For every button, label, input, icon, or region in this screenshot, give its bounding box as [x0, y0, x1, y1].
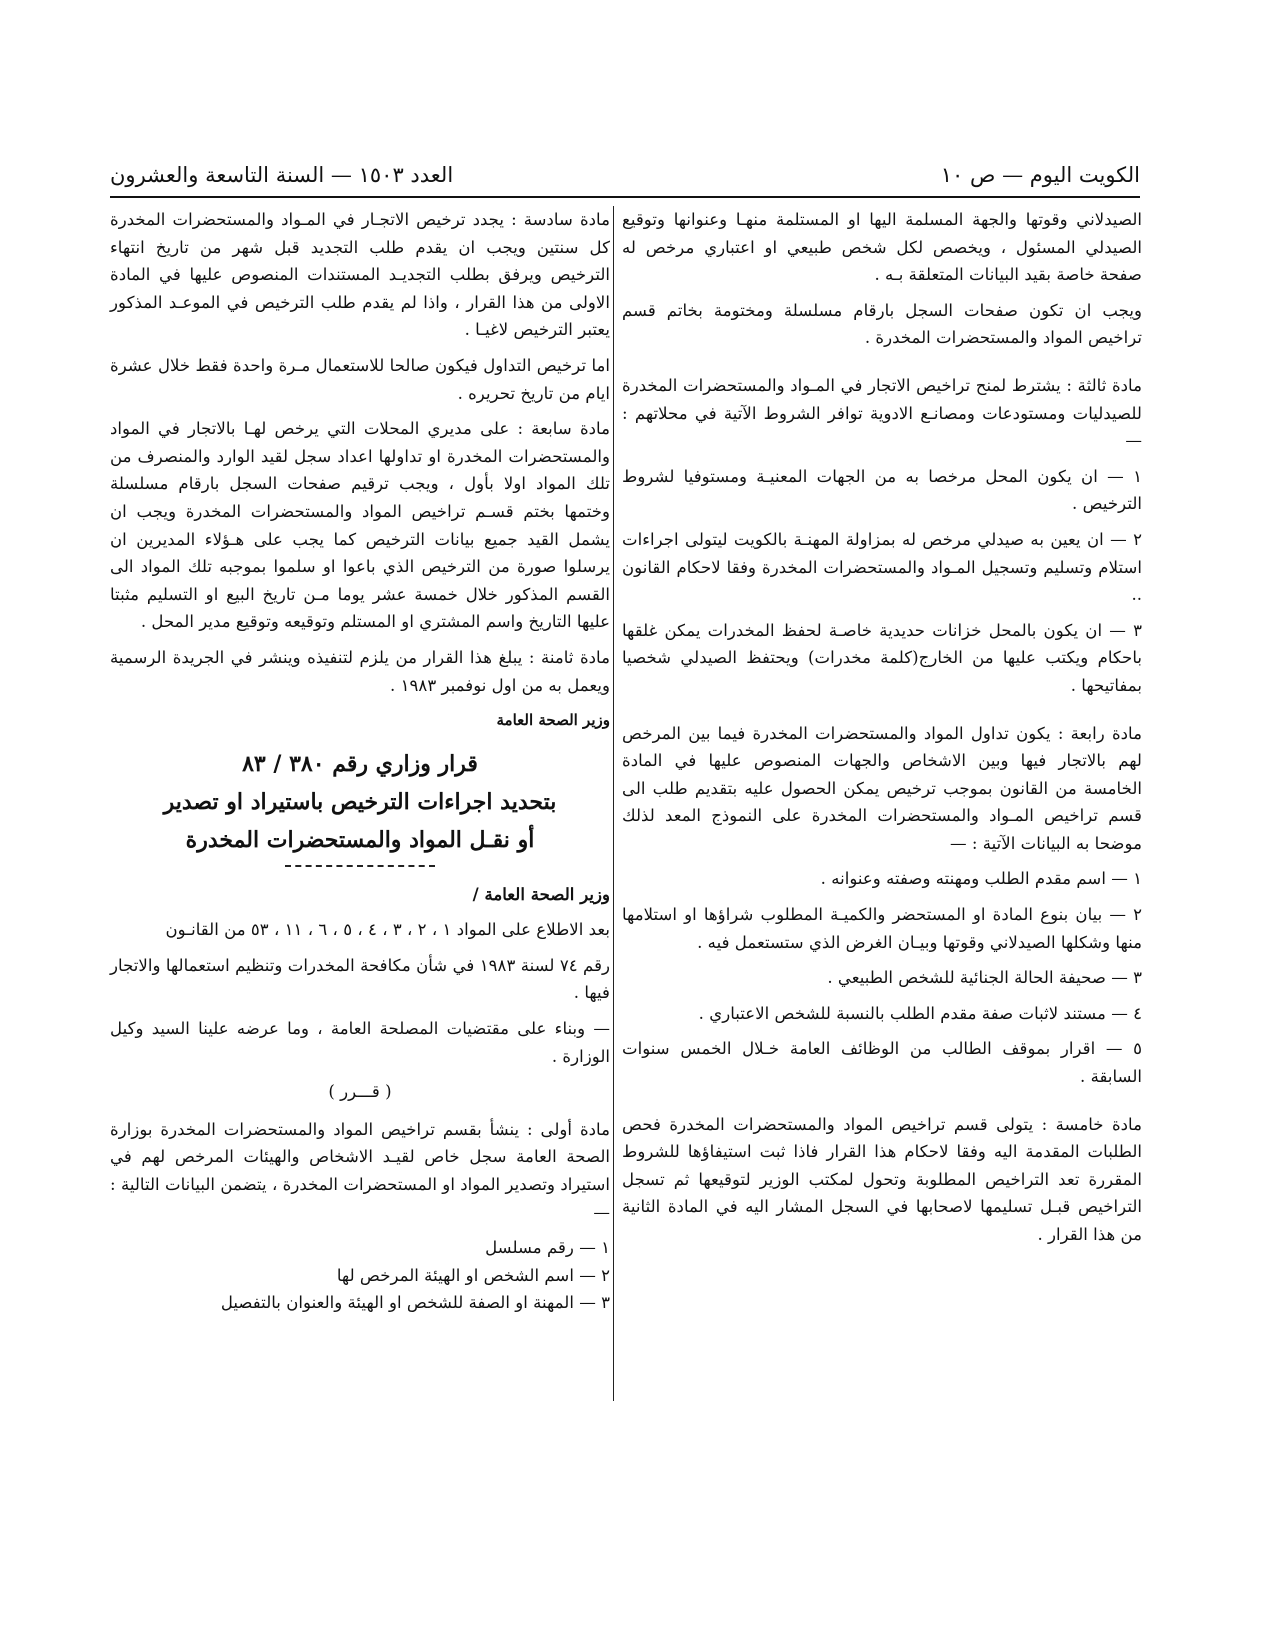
list-item: ٣ — صحيفة الحالة الجنائية للشخص الطبيعي .: [827, 968, 1142, 988]
condition-item: ٢ — ان يعين به صيدلي مرخص له بمزاولة المهنـة بالكويت ليتولى اجراءات استلام وتسليم وتسجيل المـواد والمستحضرات المخدرة وفقا لاحكام القانون ..: [622, 529, 1142, 605]
left-column: [110, 206, 610, 1317]
article-five: مادة خامسة : يتولى قسم تراخيص المواد والمستحضرات المخدرة فحص الطلبات المقدمة اليه وفقا لاحكام هذا القرار فاذا ثبت استيفاؤها للشروط المقررة تعد التراخيص المطلوبة وتحول لمكتب الوزير لتوقيعها ثم تسجل التراخيص قبـل تسليمها لاصحابها في السجل المشار اليه في المادة الثانية من هذا القرار .: [622, 1114, 1142, 1244]
article-six: مادة سادسة : يجدد ترخيص الاتجـار في المـواد والمستحضرات المخدرة كل سنتين ويجب ان يقدم طلب التجديد قبل شهر من تاريخ انتهاء الترخيص ويرفق بطلب التجديـد المستندات المنصوص عليها في المادة الاولى من هذا القرار ، واذا لم يقدم طلب الترخيص في الموعـد المذكور يعتبر الترخيص لاغيـا .: [110, 210, 610, 340]
list-item: ١ — اسم مقدم الطلب ومهنته وصفته وعنوانه .: [820, 869, 1142, 889]
list-item: ٥ — اقرار بموقف الطالب من الوظائف العامة خـلال الخمس سنوات السابقة .: [622, 1039, 1142, 1087]
list-item: ٤ — مستند لاثبات صفة مقدم الطلب بالنسبة للشخص الاعتباري .: [698, 1003, 1142, 1023]
list-item: ٣ — المهنة او الصفة للشخص او الهيئة والعنوان بالتفصيل: [220, 1293, 610, 1313]
right-column: [622, 206, 1142, 1257]
decree-issuer: وزير الصحة العامة /: [472, 883, 610, 904]
title-divider: [285, 865, 435, 867]
column-divider: [613, 206, 614, 1401]
minister-signature: وزير الصحة العامة: [496, 711, 610, 730]
article-one: مادة أولى : ينشأ بقسم تراخيص المواد والمستحضرات المخدرة بوزارة الصحة العامة سجل خاص لقيـد الاشخاص والهيئات المرخص لهم في استيراد وتصدير المواد او المستحضرات المخدرة ، يتضمن البيانات التالية : —: [110, 1119, 610, 1222]
paragraph: اما ترخيص التداول فيكون صالحا للاستعمال مـرة واحدة فقط خلال عشرة ايام من تاريخ تحريره .: [110, 355, 610, 403]
list-item: ٢ — بيان بنوع المادة او المستحضر والكميـة المطلوب شراؤها او استلامها منها وشكلها الصيدلاني وقوتها وبيـان الغرض الذي ستستعمل فيه .: [622, 905, 1142, 952]
article-seven: مادة سابعة : على مديري المحلات التي يرخص لهـا بالاتجار في المواد والمستحضرات المخدرة او تداولها اعداد سجل لقيد الوارد والمنصرف من تلك المواد اولا بأول ، ويجب ترقيم صفحات السجل بارقام مسلسلة وختمها بختم قسـم تراخيص المواد والمستحضرات المخدرة ويجب ان يشمل القيد جميع بيانات الترخيص كما يجب على هـؤلاء المديرين ان يرسلوا صورة من الترخيص الذي باعوا او سلموا بموجبه تلك المواد الى القسم المذكور خلال خمسة عشر يوما مـن تاريخ البيع او التسليم مثبتا عليها التاريخ واسم المشتري او المستلم وتوقيعه وتوقيع مدير المحل .: [110, 419, 610, 632]
article-three: مادة ثالثة : يشترط لمنح تراخيص الاتجار في المـواد والمستحضرات المخدرة للصيدليات ومستودعات ومصانـع الادوية توافر الشروط الآتية في محلاتهم : —: [622, 375, 1142, 451]
preamble-line: رقم ٧٤ لسنة ١٩٨٣ في شأن مكافحة المخدرات وتنظيم استعمالها والاتجار فيها .: [110, 955, 611, 1003]
decides-heading: ( قـــرر ): [328, 1082, 392, 1102]
condition-item: ١ — ان يكون المحل مرخصا به من الجهات المعنيـة ومستوفيا لشروط الترخيص .: [622, 466, 1142, 514]
article-eight: مادة ثامنة : يبلغ هذا القرار من يلزم لتنفيذه وينشر في الجريدة الرسمية ويعمل به من اول نوفمبر ١٩٨٣ .: [110, 647, 610, 695]
page-header: [110, 160, 1140, 190]
paragraph: الصيدلاني وقوتها والجهة المسلمة اليها او المستلمة منهـا وعنوانها وتوقيع الصيدلي المسئول ، ويخصص لكل شخص طبيعي او اعتباري مرخص له صفحة خاصة بقيد البيانات المتعلقة بـه .: [622, 210, 1142, 285]
header-publication: الكويت اليوم — ص ١٠: [940, 163, 1140, 187]
preamble-line: بعد الاطلاع على المواد ١ ، ٢ ، ٣ ، ٤ ، ٥ ، ٦ ، ١١ ، ٥٣ من القانـون: [165, 920, 610, 940]
decree-number: قرار وزاري رقم ٣٨٠ / ٨٣: [242, 750, 478, 777]
preamble-line: — وبناء على مقتضيات المصلحة العامة ، وما عرضه علينا السيد وكيل الوزارة .: [110, 1019, 610, 1066]
header-rule: [110, 196, 1140, 198]
paragraph: ويجب ان تكون صفحات السجل بارقام مسلسلة ومختومة بخاتم قسم تراخيص المواد والمستحضرات المخدرة .: [622, 300, 1142, 348]
condition-item: ٣ — ان يكون بالمحل خزانات حديدية خاصـة لحفظ المخدرات يمكن غلقها باحكام ويكتب عليها من الخارج(كلمة مخدرات) ويحتفظ الصيدلي شخصيا بمفاتيحها .: [622, 620, 1142, 695]
decree-subject: بتحديد اجراءات الترخيص باستيراد او تصدير: [163, 788, 557, 815]
list-item: ١ — رقم مسلسل: [485, 1238, 610, 1258]
list-item: ٢ — اسم الشخص او الهيئة المرخص لها: [336, 1265, 610, 1285]
decree-subject: أو نقـل المواد والمستحضرات المخدرة: [185, 826, 535, 853]
article-four: مادة رابعة : يكون تداول المواد والمستحضرات المخدرة فيما بين المرخص لهم بالاتجار فيها وبين الاشخاص والجهات المنصوص عليها في المادة الخامسة من القانون بموجب ترخيص يمكن الحصول عليه بتقديم طلب الى قسم تراخيص المـواد والمستحضرات المخدرة على النموذج المعد لذلك موضحا به البيانات الآتية : —: [622, 723, 1142, 853]
header-issue: العدد ١٥٠٣ — السنة التاسعة والعشرون: [110, 163, 454, 187]
